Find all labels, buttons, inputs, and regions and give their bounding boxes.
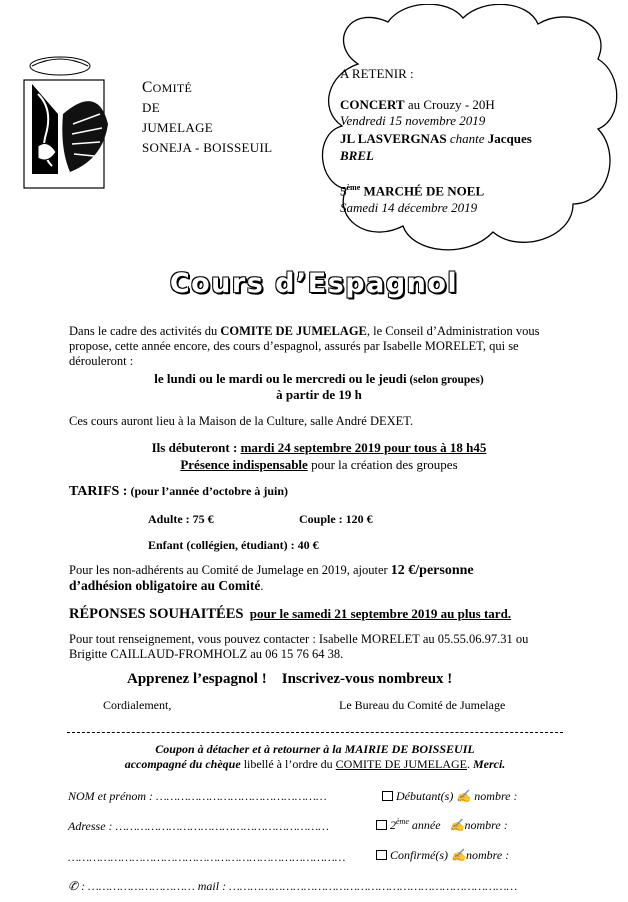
days-note: (selon groupes)	[406, 374, 484, 386]
days: le lundi ou le mardi ou le mercredi ou le jeudi	[154, 371, 407, 386]
debutant-nombre[interactable]: nombre :	[474, 789, 518, 803]
start-prefix: Ils débuteront :	[151, 440, 241, 455]
debutant-label: Débutant(s)	[396, 789, 454, 803]
adresse-field[interactable]: Adresse : ……………………………………………………	[68, 819, 329, 833]
coupon-comite: COMITE DE JUMELAGE	[335, 757, 467, 771]
market-sup: ème	[346, 183, 361, 192]
artist-brel: BREL	[340, 148, 374, 163]
tarif-adulte: Adulte : 75 €	[148, 512, 214, 526]
deuxieme-sup: ème	[396, 817, 409, 826]
concert-line	[340, 97, 590, 113]
debutant-checkbox[interactable]	[382, 791, 393, 801]
deuxieme-checkbox[interactable]	[376, 820, 387, 830]
coupon-dot: .	[466, 757, 473, 771]
concert-date: Vendredi 15 novembre 2019	[340, 113, 486, 128]
phone-icon: ✆	[68, 879, 79, 893]
tel-mail-text: : ………………………… mail : ………………………………………………………………………	[78, 879, 518, 893]
start-date: mardi 24 septembre 2019	[240, 440, 381, 455]
committee-line-3: JUMELAGE	[142, 120, 214, 135]
deuxieme-nombre[interactable]: nombre :	[464, 818, 508, 832]
contact-line-2: Brigitte CAILLAUD-FROMHOLZ au 06 15 76 64 38.	[69, 647, 344, 661]
adhesion-a: Pour les non-adhérents au Comité de Jumelage en 2019, ajouter	[69, 563, 391, 577]
market-line	[340, 183, 590, 199]
days-line	[69, 371, 569, 388]
reponses-date: pour le samedi 21 septembre 2019 au plus tard.	[249, 606, 512, 621]
contact-line-1: Pour tout renseignement, vous pouvez contacter : Isabelle MORELET au 05.55.06.97.31 ou	[69, 632, 529, 646]
artist-name: JL LASVERGNAS	[340, 131, 450, 146]
presence: Présence indispensable	[180, 457, 308, 472]
concert-place: au Crouzy - 20H	[404, 97, 495, 112]
confirme-nombre[interactable]: nombre :	[465, 848, 510, 862]
pen-icon: ✍	[451, 848, 466, 862]
pen-icon: ✍	[449, 818, 465, 832]
cloud-heading: A RETENIR :	[340, 66, 414, 81]
closing-left: Cordialement,	[103, 698, 172, 712]
slogan-a: Apprenez l’espagnol !	[127, 671, 267, 687]
coupon-line-2	[67, 757, 563, 772]
deuxieme-option[interactable]	[376, 817, 508, 833]
committee-title	[142, 78, 272, 158]
committee-logo	[18, 54, 116, 190]
telephone-mail-field[interactable]	[68, 879, 517, 894]
reponses-line	[69, 606, 511, 623]
coupon-cheque: accompagné du chèque	[124, 757, 241, 771]
closing-right: Le Bureau du Comité de Jumelage	[339, 698, 506, 712]
confirme-option[interactable]	[376, 848, 509, 863]
coupon-line-1: Coupon à détacher et à retourner à la MAIRIE DE BOISSEUIL	[155, 742, 475, 756]
presence-line	[69, 457, 569, 472]
coupon-separator	[67, 732, 563, 733]
presence-suffix: pour la création des groupes	[307, 457, 458, 472]
artist-chante: chante	[449, 131, 485, 146]
nom-field[interactable]: NOM et prénom : …………………………………………	[68, 789, 327, 803]
intro-text-a: Dans le cadre des activités du	[69, 324, 221, 338]
market-title: MARCHÉ DE NOEL	[360, 183, 485, 199]
slogan	[127, 671, 452, 688]
adhesion-amount: 12 €/personne	[390, 563, 474, 578]
confirme-label: Confirmé(s)	[390, 848, 448, 862]
page-title: Cours d’Espagnol	[169, 268, 459, 299]
pen-icon: ✍	[456, 789, 472, 803]
place-line: Ces cours auront lieu à la Maison de la Culture, salle André DEXET.	[69, 414, 414, 428]
adhesion-d: .	[260, 579, 264, 593]
adhesion-c: d’adhésion obligatoire au Comité	[69, 578, 261, 593]
tarifs-note: (pour l’année d’octobre à juin)	[127, 484, 289, 498]
intro-comite: COMITE DE JUMELAGE	[220, 324, 367, 338]
tarif-enfant: Enfant (collégien, étudiant) : 40 €	[148, 538, 319, 552]
tarifs-label: TARIFS :	[69, 484, 128, 499]
market-date: Samedi 14 décembre 2019	[340, 200, 478, 215]
debutant-option[interactable]	[382, 789, 518, 804]
adresse-line-2[interactable]: ……………………………………………………………………	[68, 850, 346, 864]
tarif-couple: Couple : 120 €	[299, 512, 373, 526]
committee-line-2: DE	[142, 100, 160, 115]
time-line: à partir de 19 h	[276, 387, 362, 402]
start-line	[69, 440, 569, 455]
confirme-checkbox[interactable]	[376, 850, 387, 860]
start-suffix: pour tous à 18 h45	[380, 440, 487, 455]
concert-title: CONCERT	[340, 97, 405, 112]
committee-line-1: COMITÉ	[142, 79, 193, 96]
coupon-libelle: libellé à l’ordre du	[240, 757, 336, 771]
artist-jacques: Jacques	[484, 131, 532, 146]
intro-text-c: , le Conseil d’Administration vous propose, cette année encore, des cours d’espagnol, assurés par Isabelle MORELET, qui se dérouleront :	[69, 324, 540, 368]
artist-line	[340, 131, 590, 147]
deuxieme-label: année	[408, 818, 441, 832]
reponses-label: RÉPONSES SOUHAITÉES	[69, 606, 244, 622]
market-num: 5	[340, 183, 347, 199]
slogan-b: Inscrivez-vous nombreux !	[281, 671, 453, 687]
contact-paragraph	[69, 632, 589, 662]
tarifs-line	[69, 484, 288, 500]
deuxieme-num: 2	[390, 818, 396, 832]
committee-line-4: SONEJA - BOISSEUIL	[142, 140, 273, 155]
coupon-merci: Merci.	[472, 757, 506, 771]
adhesion-paragraph	[69, 563, 569, 594]
intro-paragraph	[69, 324, 569, 369]
